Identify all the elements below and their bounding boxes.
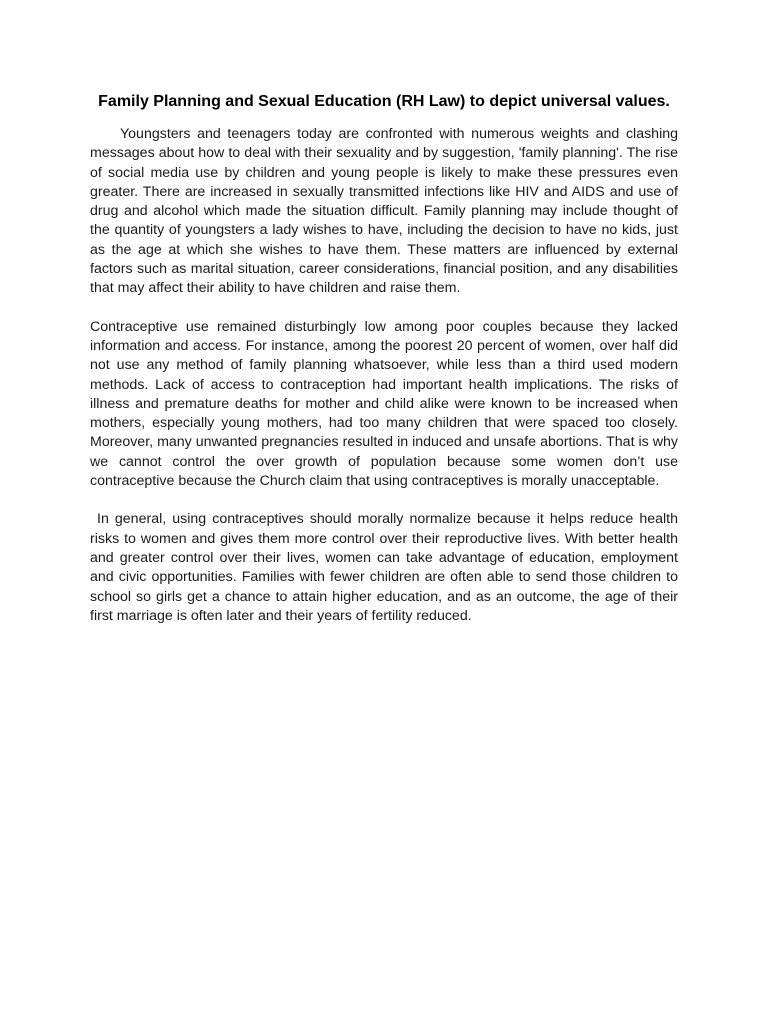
paragraph-3: In general, using contraceptives should morally normalize because it helps reduce health risks to women and gives them more control over their reproductive lives. With better health and greater control over their lives, women can take advantage of education, employment and civic opportunities. Families with fewer children are often able to send those children to school so girls get a chance to attain higher education, and as an outcome, the age of their first marriage is often later and their years of fertility reduced. — [90, 511, 678, 624]
document-title: Family Planning and Sexual Education (RH Law) to depict universal values. — [98, 93, 670, 110]
paragraph-2: Contraceptive use remained disturbingly low among poor couples because they lacked information and access. For instance, among the poorest 20 percent of women, over half did not use any method of family planning whatsoever, while less than a third used modern methods. Lack of access to contraception had important health implications. The risks of illness and premature deaths for mother and child alike were known to be increased when mothers, especially young mothers, had too many children that were spaced too closely. Moreover, many unwanted pregnancies resulted in induced and unsafe abortions. That is why we cannot control the over growth of population because some women don’t use contraceptive because the Church claim that using contraceptives is morally unacceptable. — [90, 318, 678, 490]
paragraph-1: Youngsters and teenagers today are confronted with numerous weights and clashing messages about how to deal with their sexuality and by suggestion, 'family planning'. The rise of social media use by children and young people is likely to make these pressures even greater. There are increased in sexually transmitted infections like HIV and AIDS and use of drug and alcohol which made the situation difficult. Family planning may include thought of the quantity of youngsters a lady wishes to have, including the decision to have no kids, just as the age at which she wishes to have them. These matters are influenced by external factors such as marital situation, career considerations, financial position, and any disabilities that may affect their ability to have children and raise them. — [90, 126, 678, 297]
document-body — [90, 92, 678, 645]
